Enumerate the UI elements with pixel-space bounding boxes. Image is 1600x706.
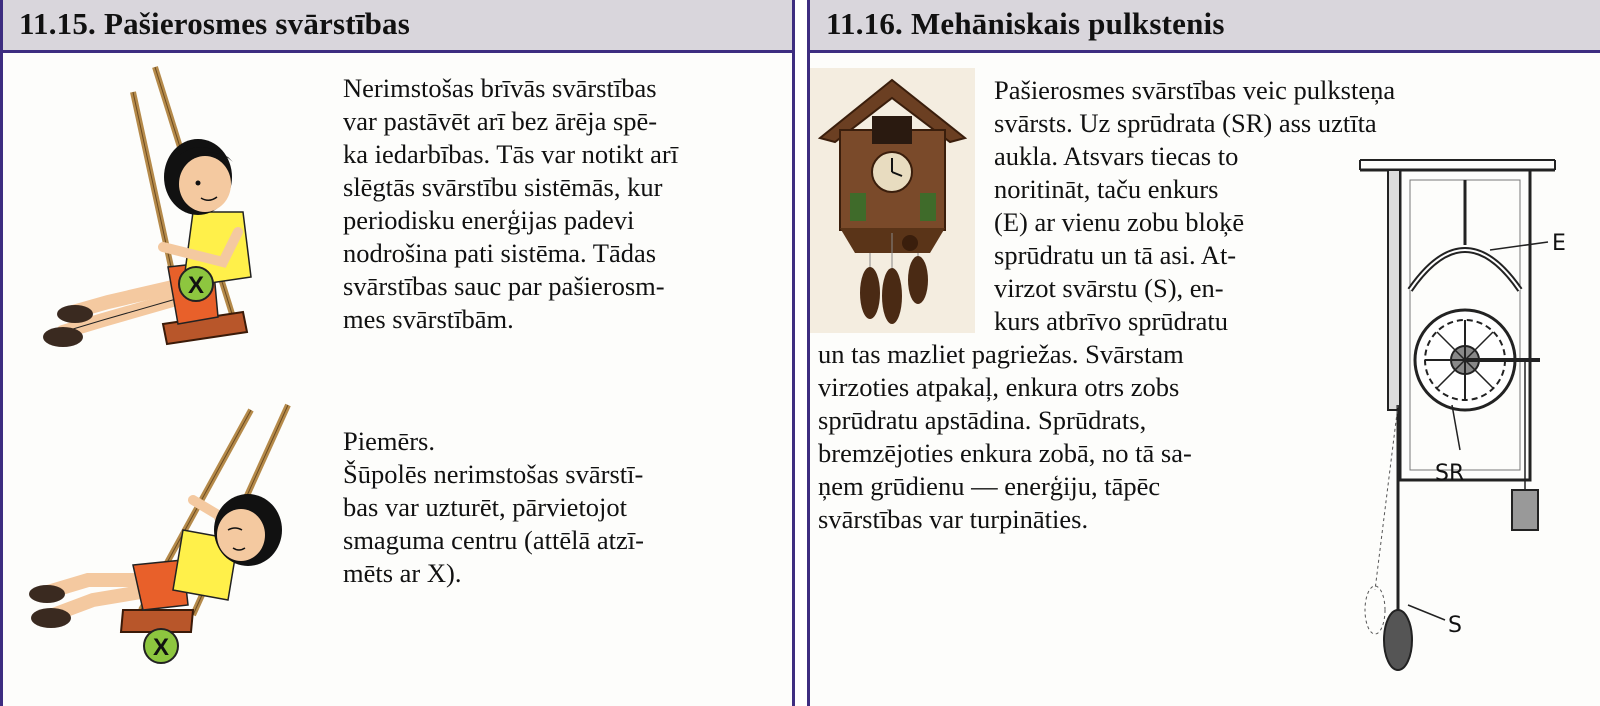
text-line: slēgtās svārstību sistēmās, kur	[343, 172, 663, 202]
swing-illustration-1	[33, 62, 323, 392]
text-line: Nerimstošas brīvās svārstības	[343, 73, 657, 103]
section-self-excited-oscillations	[0, 0, 795, 706]
swing-illustration-2	[23, 400, 323, 690]
clock-text-top	[994, 74, 1584, 140]
example-label: Piemērs.	[343, 426, 435, 456]
example-paragraph	[343, 425, 761, 590]
text-line: kurs atbrīvo sprūdratu	[994, 306, 1229, 336]
text-line: periodisku enerģijas padevi	[343, 205, 635, 235]
text-line: bremzējoties enkura zobā, no tā sa-	[818, 438, 1192, 468]
text-line: virzoties atpakaļ, enkura otrs zobs	[818, 372, 1180, 402]
text-line: nodrošina pati sistēma. Tādas	[343, 238, 657, 268]
section-header	[3, 0, 792, 53]
clock-mechanism-diagram	[1340, 150, 1600, 700]
section-mechanical-clock	[807, 0, 1600, 706]
text-line: mes svārstībām.	[343, 304, 514, 334]
cuckoo-clock-photo	[810, 68, 975, 333]
text-line: sprūdratu un tā asi. At-	[994, 240, 1237, 270]
text-line: var pastāvēt arī bez ārēja spē-	[343, 106, 658, 136]
text-line: smaguma centru (attēlā atzī-	[343, 525, 644, 555]
section-title: 11.15. Pašierosmes svārstības	[19, 6, 410, 41]
center-of-mass-marker: X	[187, 272, 205, 299]
text-line: ņem grūdienu — enerģiju, tāpēc	[818, 471, 1161, 501]
section-title: 11.16. Mehāniskais pulkstenis	[826, 6, 1225, 41]
label-S: S	[1448, 613, 1462, 638]
center-of-mass-marker-2: X	[152, 634, 170, 661]
text-line: un tas mazliet pagriežas. Svārstam	[818, 339, 1184, 369]
text-line: Šūpolēs nerimstošas svārstī-	[343, 459, 644, 489]
text-line: (E) ar vienu zobu bloķē	[994, 207, 1245, 237]
text-line: bas var uzturēt, pārvietojot	[343, 492, 628, 522]
section-header	[810, 0, 1600, 53]
text-line: sprūdratu apstādina. Sprūdrats,	[818, 405, 1147, 435]
text-line: svārsts. Uz sprūdrata (SR) ass uztīta	[994, 108, 1377, 138]
label-E: E	[1552, 231, 1566, 256]
label-SR: SR	[1435, 461, 1465, 486]
text-line: aukla. Atsvars tiecas to	[994, 141, 1239, 171]
text-line: Pašierosmes svārstības veic pulksteņa	[994, 75, 1396, 105]
text-line: mēts ar X).	[343, 558, 462, 588]
text-line: svārstības sauc par pašierosm-	[343, 271, 665, 301]
text-line: noritināt, taču enkurs	[994, 174, 1219, 204]
clock-text-middle	[994, 140, 1324, 338]
definition-paragraph	[343, 72, 761, 336]
clock-text-bottom	[818, 338, 1324, 536]
text-line: virzot svārstu (S), en-	[994, 273, 1224, 303]
text-line: svārstības var turpināties.	[818, 504, 1089, 534]
text-line: ka iedarbības. Tās var notikt arī	[343, 139, 679, 169]
